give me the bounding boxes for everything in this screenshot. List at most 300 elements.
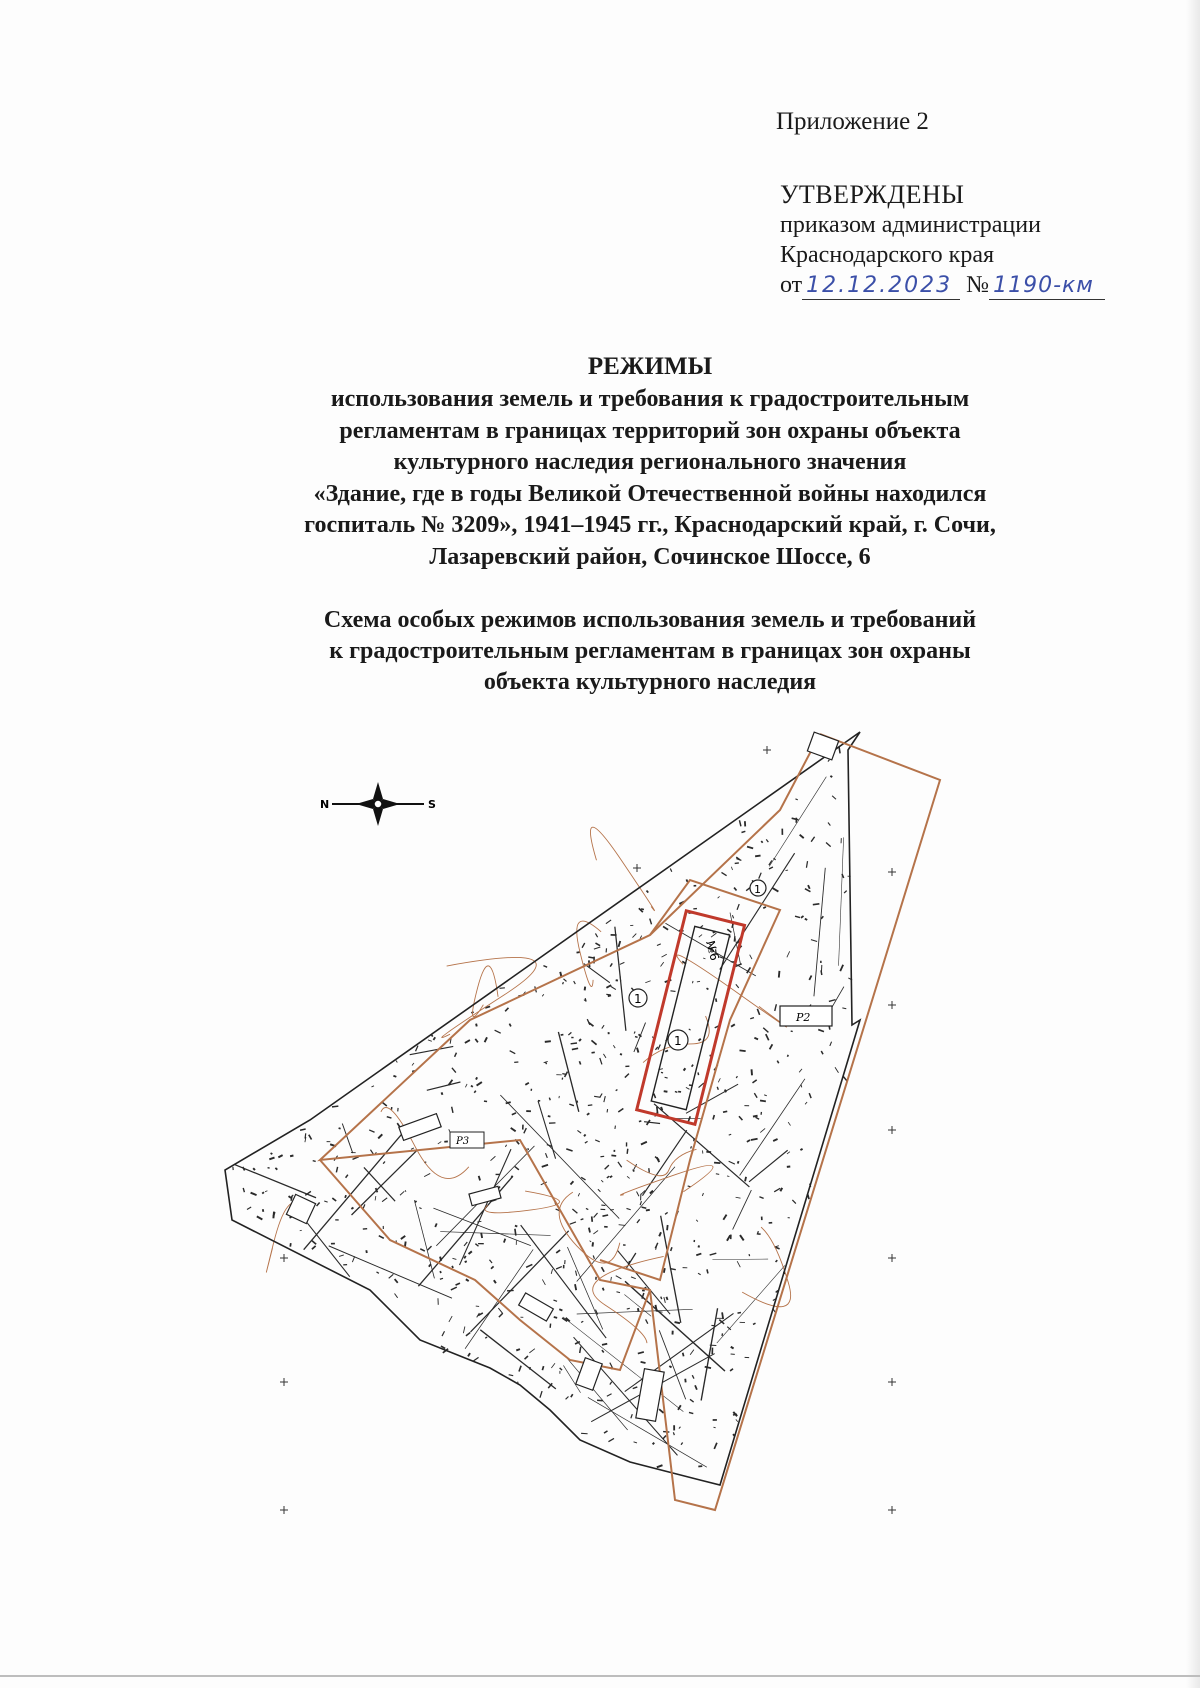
survey-mark xyxy=(545,1041,551,1042)
survey-mark xyxy=(332,1106,338,1107)
survey-mark xyxy=(640,1201,641,1205)
survey-mark xyxy=(300,1129,306,1130)
document-title xyxy=(200,350,1100,573)
survey-mark xyxy=(243,1167,245,1171)
survey-mark xyxy=(504,1239,505,1243)
survey-mark xyxy=(291,1196,292,1201)
survey-mark xyxy=(690,1399,694,1402)
survey-mark xyxy=(633,1169,634,1171)
survey-mark xyxy=(653,1443,655,1445)
survey-mark xyxy=(542,994,544,996)
survey-mark xyxy=(662,954,667,957)
survey-mark xyxy=(471,1086,473,1087)
survey-mark xyxy=(420,1249,425,1251)
survey-mark xyxy=(556,1267,562,1269)
survey-mark xyxy=(657,944,661,946)
survey-mark xyxy=(466,1279,469,1281)
survey-mark xyxy=(442,1092,443,1094)
survey-mark xyxy=(692,981,693,983)
survey-mark xyxy=(572,1048,578,1049)
survey-mark xyxy=(477,1221,481,1222)
survey-mark xyxy=(616,1090,618,1091)
survey-mark xyxy=(800,1149,802,1150)
survey-mark xyxy=(695,1385,697,1389)
survey-mark xyxy=(795,799,797,800)
survey-mark xyxy=(371,1086,374,1087)
survey-mark xyxy=(585,1141,588,1143)
survey-mark xyxy=(821,916,823,919)
survey-mark xyxy=(619,1225,626,1226)
survey-mark xyxy=(842,1008,846,1009)
survey-mark xyxy=(481,1233,482,1238)
survey-mark xyxy=(476,1077,477,1079)
survey-mark xyxy=(755,856,760,857)
survey-mark xyxy=(769,867,773,869)
survey-mark xyxy=(512,1113,516,1115)
survey-mark xyxy=(699,935,702,938)
survey-mark xyxy=(805,1102,807,1104)
survey-mark xyxy=(761,841,762,843)
survey-mark xyxy=(505,1008,508,1011)
survey-mark xyxy=(729,1134,731,1135)
survey-mark xyxy=(828,760,829,762)
survey-mark xyxy=(721,872,726,875)
survey-mark xyxy=(455,1053,457,1057)
survey-mark xyxy=(705,1367,711,1368)
survey-mark xyxy=(530,1367,531,1370)
survey-mark xyxy=(779,971,780,978)
survey-mark xyxy=(577,952,580,953)
survey-mark xyxy=(686,879,687,881)
survey-mark xyxy=(773,888,779,891)
survey-line xyxy=(740,1079,805,1176)
zone-boundary-inner xyxy=(600,880,780,1280)
survey-mark xyxy=(766,1034,769,1040)
survey-mark xyxy=(579,1061,580,1064)
survey-mark xyxy=(731,867,732,870)
order-line-2: Краснодарского края xyxy=(780,242,995,268)
survey-mark xyxy=(379,1236,384,1239)
survey-mark xyxy=(613,1045,615,1048)
survey-mark xyxy=(563,979,566,982)
survey-mark xyxy=(698,1273,701,1275)
survey-mark xyxy=(602,1350,604,1352)
survey-mark xyxy=(519,1366,521,1372)
survey-mark xyxy=(690,1350,694,1355)
survey-mark xyxy=(729,1161,735,1164)
survey-mark xyxy=(659,1232,661,1236)
contour-line xyxy=(577,921,601,986)
survey-mark xyxy=(753,1116,758,1117)
survey-mark xyxy=(505,1145,506,1147)
survey-mark xyxy=(671,1247,672,1251)
survey-mark xyxy=(646,1319,648,1323)
survey-mark xyxy=(579,1039,581,1041)
survey-mark xyxy=(485,1037,487,1042)
survey-mark xyxy=(464,1256,466,1259)
survey-mark xyxy=(570,1181,573,1184)
survey-mark xyxy=(440,1257,441,1261)
survey-mark xyxy=(607,1176,609,1178)
survey-line xyxy=(839,837,844,965)
survey-mark xyxy=(654,1094,656,1099)
survey-mark xyxy=(727,1176,729,1177)
survey-mark xyxy=(727,929,731,932)
survey-mark xyxy=(736,1419,738,1421)
survey-mark xyxy=(785,870,788,871)
survey-mark xyxy=(631,1414,632,1418)
survey-mark xyxy=(633,1387,638,1389)
survey-mark xyxy=(826,843,831,847)
survey-mark xyxy=(688,1116,690,1121)
survey-mark xyxy=(324,1201,327,1202)
survey-mark xyxy=(346,1175,348,1178)
title-line: культурного наследия регионального значения xyxy=(393,449,907,475)
survey-mark xyxy=(393,1076,396,1077)
survey-mark xyxy=(500,988,505,989)
survey-mark xyxy=(449,1129,450,1131)
survey-mark xyxy=(468,1353,470,1356)
survey-mark xyxy=(469,1251,472,1254)
survey-mark xyxy=(332,1198,336,1201)
title-line: госпиталь № 3209», 1941–1945 гг., Краснодарский край, г. Сочи, xyxy=(304,512,996,538)
survey-mark xyxy=(587,1019,590,1025)
survey-mark xyxy=(389,1274,394,1278)
survey-mark xyxy=(499,1313,503,1317)
survey-mark xyxy=(549,1098,550,1101)
survey-mark xyxy=(265,1191,267,1192)
survey-mark xyxy=(556,1250,560,1253)
survey-mark xyxy=(511,1128,516,1131)
survey-mark xyxy=(592,1216,593,1221)
survey-mark xyxy=(465,1261,467,1262)
survey-mark xyxy=(611,986,616,989)
survey-mark xyxy=(773,1139,777,1141)
survey-mark xyxy=(542,1279,545,1285)
survey-mark xyxy=(751,1139,758,1140)
survey-mark xyxy=(731,1347,734,1349)
survey-mark xyxy=(702,1193,703,1196)
survey-mark xyxy=(452,1266,453,1268)
survey-mark xyxy=(526,1264,532,1267)
survey-mark xyxy=(657,1465,663,1467)
survey-mark xyxy=(736,1076,737,1078)
building-number-label: №6 xyxy=(703,939,722,963)
survey-line xyxy=(235,1165,316,1198)
scheme-title-line: к градостроительным регламентам в границах зон охраны xyxy=(329,638,971,664)
zone-marker xyxy=(668,1030,688,1050)
survey-mark xyxy=(438,1142,441,1144)
survey-mark xyxy=(509,1375,514,1376)
zone-p2-text: Р2 xyxy=(796,1011,811,1024)
survey-mark xyxy=(770,1044,773,1049)
survey-mark xyxy=(387,1117,392,1118)
appendix-label: Приложение 2 xyxy=(776,108,929,135)
survey-mark xyxy=(585,998,586,1001)
survey-mark xyxy=(754,1093,757,1098)
survey-mark xyxy=(637,1048,638,1053)
survey-mark xyxy=(587,1113,589,1115)
approved-word: УТВЕРЖДЕНЫ xyxy=(780,180,965,209)
survey-mark xyxy=(638,1352,644,1354)
survey-mark xyxy=(723,1111,727,1112)
survey-mark xyxy=(351,1208,353,1209)
survey-line xyxy=(644,1122,660,1124)
survey-mark xyxy=(663,1436,666,1439)
survey-mark xyxy=(428,1246,432,1250)
survey-mark xyxy=(629,1261,630,1264)
survey-mark xyxy=(657,1107,658,1114)
survey-mark xyxy=(451,1287,457,1290)
survey-mark xyxy=(664,1268,665,1273)
survey-mark xyxy=(736,1197,741,1198)
survey-mark xyxy=(637,1192,639,1197)
survey-mark xyxy=(732,924,733,928)
survey-mark xyxy=(661,1107,662,1110)
survey-mark xyxy=(608,995,611,996)
survey-mark xyxy=(620,976,621,982)
survey-mark xyxy=(452,1258,456,1259)
survey-mark xyxy=(506,1102,511,1103)
survey-mark xyxy=(269,1158,274,1160)
survey-mark xyxy=(618,941,620,947)
survey-mark xyxy=(787,951,790,957)
survey-mark xyxy=(663,926,668,929)
survey-mark xyxy=(673,1432,674,1435)
survey-mark xyxy=(710,1253,717,1255)
survey-mark xyxy=(566,1149,572,1151)
survey-mark xyxy=(456,1283,460,1285)
survey-mark xyxy=(528,1148,529,1150)
survey-mark xyxy=(243,1188,244,1192)
survey-mark xyxy=(336,1167,337,1172)
survey-mark xyxy=(759,1197,763,1199)
survey-mark xyxy=(800,835,804,838)
survey-mark xyxy=(675,1322,680,1323)
survey-line xyxy=(749,1150,788,1182)
survey-mark xyxy=(405,1190,406,1192)
survey-mark xyxy=(551,1269,552,1274)
survey-mark xyxy=(604,1096,605,1102)
survey-mark xyxy=(801,1084,802,1087)
survey-mark xyxy=(620,1054,622,1055)
survey-mark xyxy=(290,1156,293,1157)
survey-mark xyxy=(594,1096,600,1097)
survey-mark xyxy=(312,1241,316,1244)
survey-mark xyxy=(554,1317,557,1318)
survey-mark xyxy=(616,1292,620,1293)
survey-mark xyxy=(452,1068,456,1073)
survey-mark xyxy=(777,1061,778,1064)
survey-mark xyxy=(578,1193,579,1196)
survey-mark xyxy=(756,1117,760,1119)
survey-mark xyxy=(696,1220,698,1222)
survey-mark xyxy=(474,1091,476,1093)
survey-mark xyxy=(485,1337,487,1338)
survey-mark xyxy=(775,1004,777,1011)
survey-mark xyxy=(747,847,753,849)
order-number: 1190-км xyxy=(989,273,1105,300)
survey-mark xyxy=(806,861,807,868)
survey-mark xyxy=(494,1280,496,1283)
survey-mark xyxy=(734,888,736,891)
survey-mark xyxy=(716,1174,719,1175)
survey-mark xyxy=(646,1210,650,1211)
survey-mark xyxy=(763,1028,768,1033)
survey-mark xyxy=(569,1104,574,1106)
survey-mark xyxy=(675,1092,677,1093)
survey-mark xyxy=(576,1271,577,1276)
survey-mark xyxy=(666,1297,667,1300)
survey-mark xyxy=(638,1308,639,1311)
survey-mark xyxy=(607,1109,608,1112)
survey-mark xyxy=(440,1278,443,1279)
survey-mark xyxy=(510,1051,516,1054)
survey-mark xyxy=(641,1362,646,1363)
survey-mark xyxy=(464,1242,467,1246)
survey-mark xyxy=(602,1215,608,1216)
survey-mark xyxy=(776,1260,778,1262)
survey-mark xyxy=(788,1122,790,1125)
survey-mark xyxy=(610,1363,613,1368)
survey-mark xyxy=(424,1173,430,1176)
survey-mark xyxy=(525,1356,528,1359)
survey-mark xyxy=(764,1095,767,1096)
survey-mark xyxy=(627,1308,630,1309)
survey-mark xyxy=(548,1116,551,1117)
contour-line xyxy=(590,827,654,910)
compass-north-label: N xyxy=(320,798,330,811)
survey-mark xyxy=(620,962,625,964)
survey-mark xyxy=(588,957,594,958)
survey-mark xyxy=(263,1209,264,1212)
survey-mark xyxy=(792,818,799,820)
survey-mark xyxy=(369,1130,374,1132)
survey-mark xyxy=(605,1165,609,1169)
survey-mark xyxy=(571,1394,573,1397)
survey-mark xyxy=(660,962,663,966)
survey-mark xyxy=(830,1042,832,1046)
scheme-title-line: Схема особых режимов использования земель и требований xyxy=(323,607,977,633)
survey-mark xyxy=(465,1040,470,1043)
survey-mark xyxy=(658,1044,660,1049)
survey-mark xyxy=(428,1040,432,1041)
survey-mark xyxy=(618,1108,623,1111)
survey-mark xyxy=(442,1331,444,1336)
survey-mark xyxy=(818,1030,824,1032)
survey-mark xyxy=(828,822,830,825)
survey-mark xyxy=(415,1201,416,1202)
survey-mark xyxy=(763,907,766,908)
survey-mark xyxy=(656,1311,663,1312)
survey-mark xyxy=(591,1040,596,1044)
zone-marker xyxy=(629,989,647,1007)
survey-line xyxy=(329,1246,452,1298)
survey-mark xyxy=(553,1300,557,1301)
survey-mark xyxy=(477,1082,482,1086)
survey-mark xyxy=(632,934,636,938)
survey-mark xyxy=(466,1333,470,1336)
number-prefix: № xyxy=(966,272,990,298)
survey-line xyxy=(414,1200,434,1278)
survey-mark xyxy=(811,837,814,842)
survey-mark xyxy=(736,984,739,988)
survey-mark xyxy=(395,1279,398,1283)
survey-mark xyxy=(691,1146,692,1148)
title-line: «Здание, где в годы Великой Отечественной войны находился xyxy=(313,480,987,507)
survey-line xyxy=(733,1190,752,1230)
survey-mark xyxy=(795,916,800,917)
survey-mark xyxy=(491,1266,494,1268)
survey-mark xyxy=(433,1037,435,1040)
grid-crosses xyxy=(280,746,896,1514)
survey-mark xyxy=(602,1025,604,1028)
survey-mark xyxy=(839,747,840,753)
survey-mark xyxy=(780,1188,782,1191)
survey-line xyxy=(567,1247,602,1329)
survey-mark xyxy=(716,998,717,1001)
survey-line xyxy=(427,1082,461,1090)
survey-mark xyxy=(738,1312,741,1313)
survey-mark xyxy=(684,1068,686,1070)
survey-mark xyxy=(713,1427,715,1428)
survey-mark xyxy=(703,958,705,959)
zone-marker xyxy=(750,880,766,896)
survey-mark xyxy=(592,1052,595,1053)
survey-mark xyxy=(352,1256,354,1262)
survey-mark xyxy=(808,885,810,889)
survey-mark xyxy=(659,1409,663,1413)
survey-mark xyxy=(739,820,740,826)
survey-mark xyxy=(594,1213,598,1218)
survey-mark xyxy=(540,1391,542,1398)
survey-mark xyxy=(475,1244,478,1247)
survey-mark xyxy=(560,1368,562,1370)
survey-mark xyxy=(313,1161,316,1162)
survey-mark xyxy=(257,1216,263,1219)
survey-mark xyxy=(592,1242,593,1246)
survey-mark xyxy=(378,1134,382,1138)
compass-south-label: S xyxy=(428,798,436,811)
survey-mark xyxy=(435,1223,437,1227)
survey-mark xyxy=(754,1038,758,1040)
survey-mark xyxy=(692,1375,694,1378)
survey-mark xyxy=(692,1065,693,1067)
survey-mark xyxy=(465,1084,467,1087)
survey-mark xyxy=(566,1396,569,1399)
survey-mark xyxy=(811,940,817,942)
survey-mark xyxy=(600,1058,602,1064)
survey-mark xyxy=(718,896,720,898)
survey-mark xyxy=(635,1037,638,1038)
survey-mark xyxy=(627,1149,628,1154)
survey-mark xyxy=(529,1349,534,1353)
survey-mark xyxy=(718,1078,720,1082)
survey-mark xyxy=(594,947,600,949)
survey-mark xyxy=(568,1032,571,1035)
survey-mark xyxy=(489,1260,492,1263)
site-outline xyxy=(225,732,860,1485)
survey-mark xyxy=(375,1196,376,1200)
survey-mark xyxy=(515,1229,516,1236)
survey-mark xyxy=(524,1128,526,1133)
survey-mark xyxy=(801,916,804,918)
survey-mark xyxy=(581,1219,584,1220)
survey-mark xyxy=(542,1366,543,1370)
survey-mark xyxy=(714,1163,720,1164)
survey-mark xyxy=(588,1105,592,1106)
survey-mark xyxy=(670,991,675,992)
